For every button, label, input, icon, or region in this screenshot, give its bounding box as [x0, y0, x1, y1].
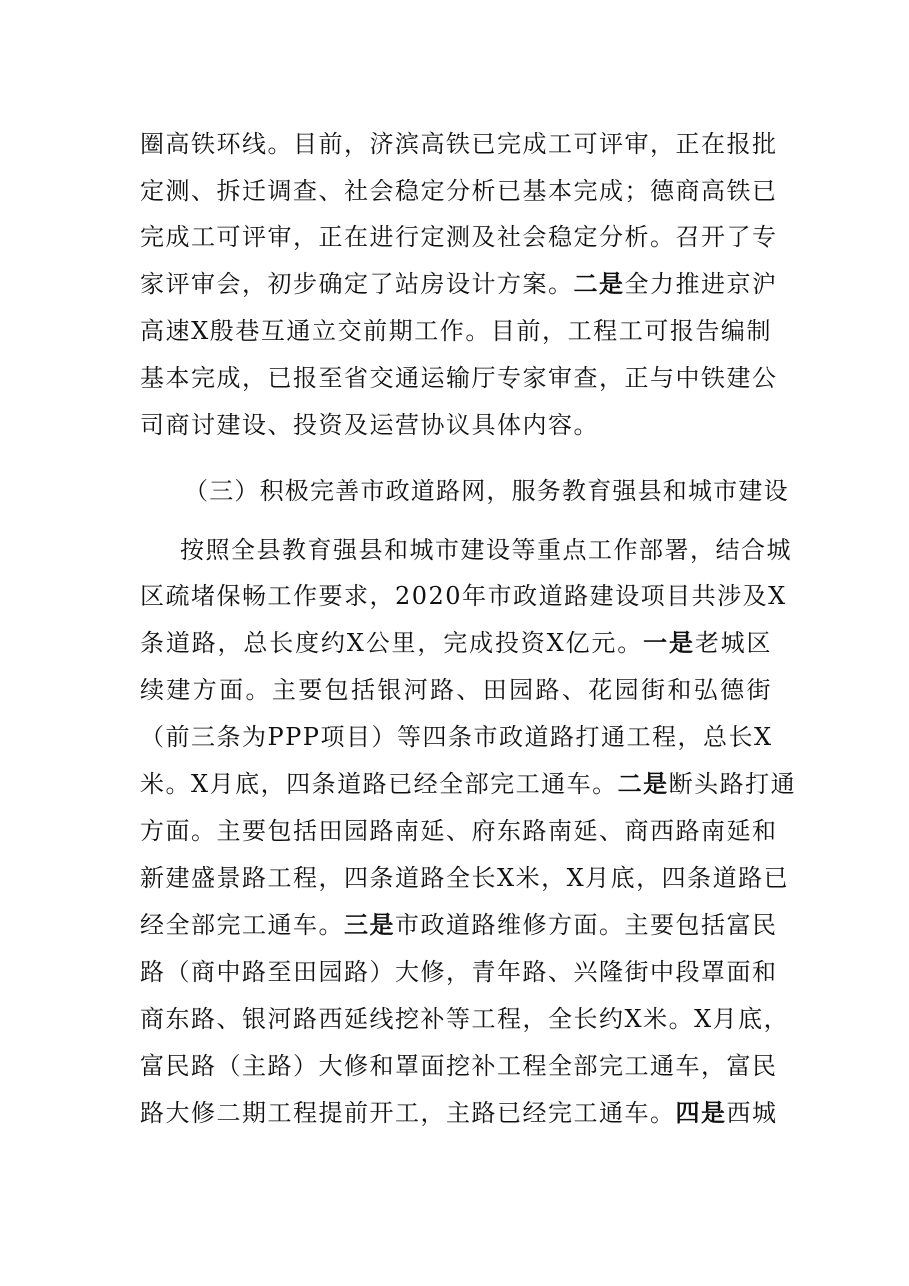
emphasis-label: 二是 — [573, 269, 625, 298]
paragraph-line: 圈高铁环线。目前，济滨高铁已完成工可评审，正在报批 — [140, 130, 778, 158]
text-run: 西城 — [726, 1099, 778, 1127]
text-run: 全力推进京沪 — [624, 270, 778, 298]
emphasis-label: 二是 — [617, 769, 669, 798]
paragraph-line: 基本完成，已报至省交通运输厅专家审查，正与中铁建公 — [140, 364, 778, 392]
text-run: 老城区 — [694, 629, 773, 657]
paragraph-line: 路（商中路至田园路）大修，青年路、兴隆街中段罩面和 — [140, 958, 778, 986]
paragraph-line: 完成工可评审，正在进行定测及社会稳定分析。召开了专 — [140, 223, 778, 251]
emphasis-label: 四是 — [675, 1098, 727, 1127]
paragraph-line: 新建盛景路工程，四条道路全长X米，X月底，四条道路已 — [140, 864, 790, 892]
paragraph-line: 方面。主要包括田园路南延、府东路南延、商西路南延和 — [140, 817, 778, 845]
paragraph-line: 富民路（主路）大修和罩面挖补工程全部完工通车，富民 — [140, 1052, 778, 1080]
paragraph-line — [140, 1093, 778, 1133]
emphasis-label: 三是 — [344, 910, 395, 939]
paragraph-line: （前三条为PPP项目）等四条市政道路打通工程，总长X — [140, 723, 773, 751]
paragraph-line: 续建方面。主要包括银河路、田园路、花园街和弘德街 — [140, 676, 772, 704]
section-heading: （三）积极完善市政道路网，服务教育强县和城市建设 — [184, 477, 789, 505]
text-run: 断头路打通 — [668, 770, 797, 798]
paragraph-line — [140, 764, 797, 804]
text-run: 经全部完工通车。 — [140, 911, 344, 939]
paragraph-line: 商东路、银河路西延线挖补等工程，全长约X米。X月底， — [140, 1005, 790, 1033]
emphasis-label: 一是 — [643, 628, 695, 657]
paragraph-line: 区疏堵保畅工作要求，2020年市政道路建设项目共涉及X — [140, 582, 787, 610]
text-run: 市政道路维修方面。主要包括富民 — [395, 911, 778, 939]
paragraph-line: 定测、拆迁调查、社会稳定分析已基本完成；德商高铁已 — [140, 177, 778, 205]
text-run: 家评审会，初步确定了站房设计方案。 — [140, 270, 574, 298]
paragraph-line: 按照全县教育强县和城市建设等重点工作部署，结合城 — [180, 536, 792, 564]
paragraph-line: 司商讨建设、投资及运营协议具体内容。 — [140, 411, 599, 439]
text-run: 路大修二期工程提前开工，主路已经完工通车。 — [140, 1099, 676, 1127]
paragraph-line: 高速X殷巷互通立交前期工作。目前，工程工可报告编制 — [140, 317, 772, 345]
paragraph-line — [140, 623, 772, 663]
text-run: 条道路，总长度约X公里，完成投资X亿元。 — [140, 629, 644, 657]
paragraph-line — [140, 905, 778, 945]
paragraph-line — [140, 264, 778, 304]
text-run: 米。X月底，四条道路已经全部完工通车。 — [140, 770, 618, 798]
